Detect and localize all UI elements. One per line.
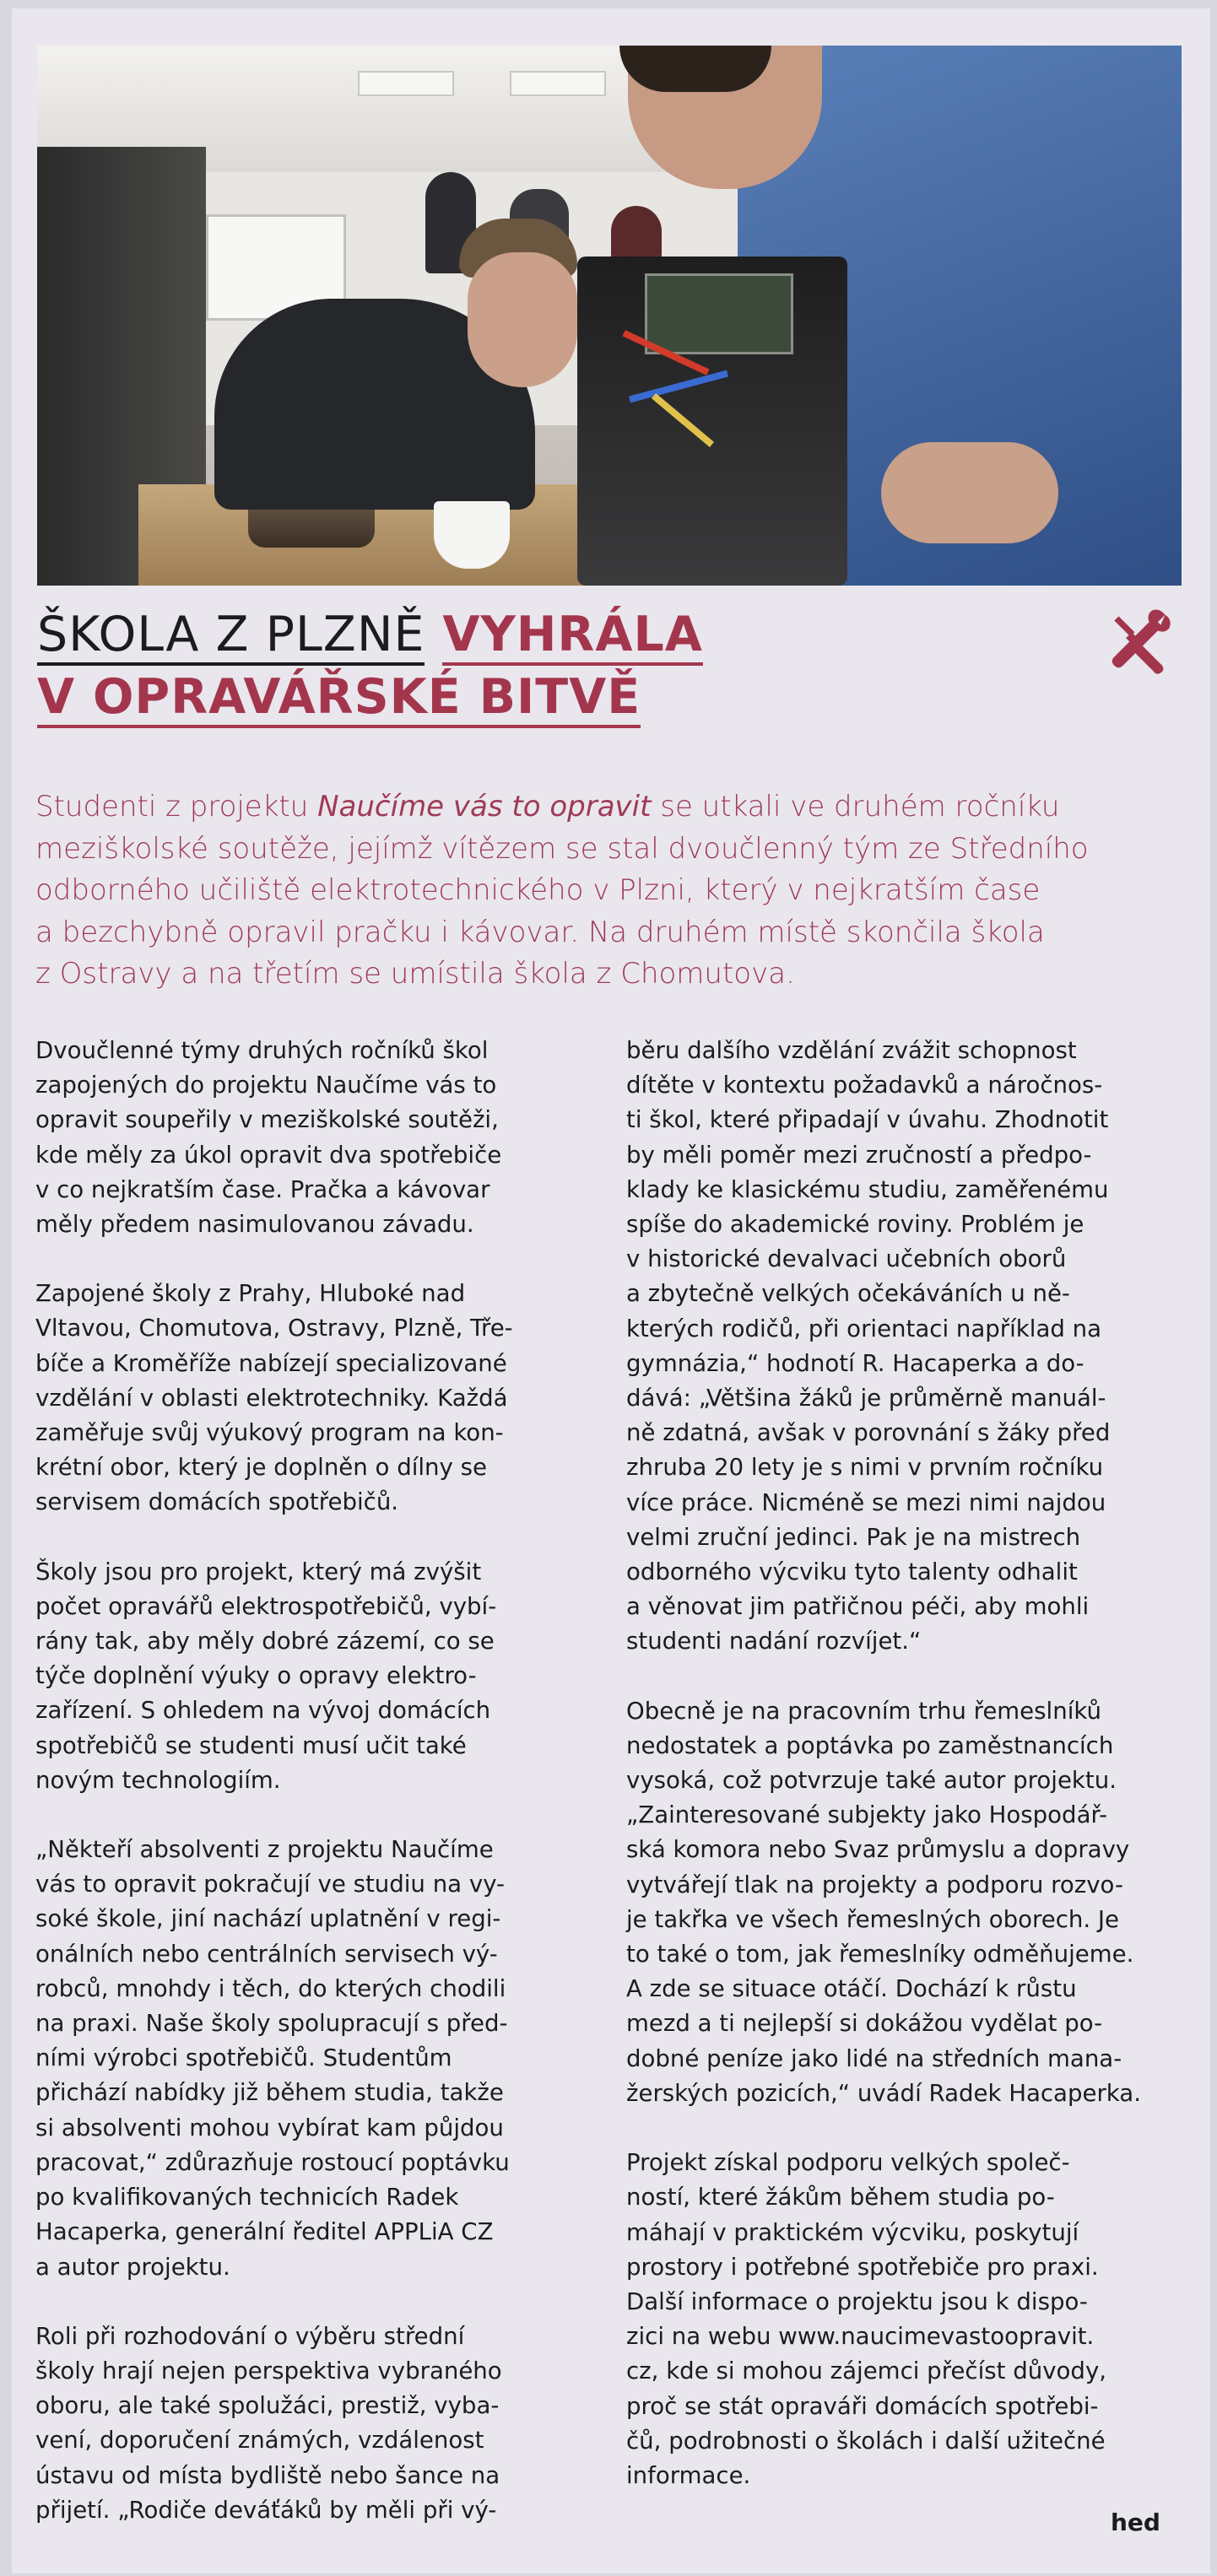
text-line: vysoká, což potvrzuje také autor projektu. xyxy=(626,1766,1117,1795)
text-line: týče doplnění výuky o opravy elektro- xyxy=(35,1661,477,1690)
lead-line: odborného učiliště elektrotechnického v Plzni, který v nejkratším čase xyxy=(35,873,1041,907)
text-line: si absolventi mohou vybírat kam půjdou xyxy=(35,2113,504,2141)
text-line: vení, doporučení známých, vzdálenost xyxy=(35,2426,484,2454)
text-line: kde měly za úkol opravit dva spotřebiče xyxy=(35,1140,502,1169)
text-line: studenti nadání rozvíjet.“ xyxy=(626,1627,922,1655)
text-line: kterých rodičů, při orientaci například na xyxy=(626,1314,1102,1342)
article-headline xyxy=(37,603,1075,728)
project-name: Naučíme vás to opravit xyxy=(317,790,652,824)
text-line: Projekt získal podporu velkých společ- xyxy=(626,2148,1070,2177)
text-line: dává: „Většina žáků je průměrně manuál- xyxy=(626,1384,1106,1412)
text-line: běru dalšího vzdělání zvážit schopnost xyxy=(626,1036,1077,1064)
paragraph xyxy=(35,1554,576,1797)
headline-red: VYHRÁLA xyxy=(442,607,703,666)
text-line: čů, podrobnosti o školách i další užitečné xyxy=(626,2426,1106,2454)
text-line: dítěte v kontextu požadavků a náročnos- xyxy=(626,1071,1103,1099)
text-line: Školy jsou pro projekt, který má zvýšit xyxy=(35,1557,482,1585)
text-line: klady ke klasickému studiu, zaměřenému xyxy=(626,1175,1109,1203)
paragraph xyxy=(626,1033,1166,1659)
text-line: žerských pozicích,“ uvádí Radek Hacaperka. xyxy=(626,2078,1141,2107)
paragraph xyxy=(626,2145,1166,2492)
text-line: cz, kde si mohou zájemci přečíst důvody, xyxy=(626,2357,1107,2385)
headline-red: V OPRAVÁŘSKÉ BITVĚ xyxy=(37,669,641,728)
text-line: A zde se situace otáčí. Dochází k růstu xyxy=(626,1974,1077,2003)
text-line: gymnázia,“ hodnotí R. Hacaperka a do- xyxy=(626,1348,1084,1377)
text-line: a věnovat jim patřičnou péči, aby mohli xyxy=(626,1592,1090,1621)
text-line: ními výrobci spotřebičů. Studentům xyxy=(35,2044,452,2072)
text-line: a zbytečně velkých očekáváních u ně- xyxy=(626,1279,1070,1308)
text-line: rány tak, aby měly dobré zázemí, co se xyxy=(35,1627,495,1655)
text-line: opravit soupeřily v meziškolské soutěži, xyxy=(35,1105,499,1134)
magazine-page xyxy=(12,8,1210,2573)
paragraph xyxy=(626,1693,1166,2110)
text-line: novým technologiím. xyxy=(35,1765,281,1794)
lead-paragraph xyxy=(35,786,1192,996)
lead-line: Studenti z projektu Naučíme vás to opravit se utkali ve druhém ročníku xyxy=(35,790,1060,824)
headline-line-2 xyxy=(37,666,1075,728)
white-cup xyxy=(434,501,510,569)
text-line: Roli při rozhodování o výběru střední xyxy=(35,2321,465,2350)
text-line: po kvalifikovaných technicích Radek xyxy=(35,2183,459,2211)
paragraph xyxy=(35,2319,576,2527)
text-line: zařízení. S ohledem na vývoj domácích xyxy=(35,1696,491,1725)
text-line: bíče a Kroměříže nabízejí specializované xyxy=(35,1348,507,1377)
paragraph xyxy=(35,1832,576,2284)
text-line: v co nejkratším čase. Pračka a kávovar xyxy=(35,1175,490,1203)
headline-line-1 xyxy=(37,603,1075,666)
text-line: „Zainteresované subjekty jako Hospodář- xyxy=(626,1801,1108,1829)
paragraph xyxy=(35,1033,576,1241)
text-line: onálních nebo centrálních servisech vý- xyxy=(35,1939,498,1968)
text-line: ti škol, které připadají v úvahu. Zhodnotit xyxy=(626,1105,1109,1134)
lead-line: a bezchybně opravil pračku i kávovar. Na druhém místě skončila škola xyxy=(35,915,1045,949)
text-line: by měli poměr mezi zručností a předpo- xyxy=(626,1140,1092,1169)
ceiling-lamp xyxy=(358,71,454,96)
text-line: přijetí. „Rodiče deváťáků by měli při vý- xyxy=(35,2495,497,2524)
student-face xyxy=(468,252,577,387)
text-line: školy hrají nejen perspektiva vybraného xyxy=(35,2356,502,2384)
text-line: zici na webu www.naucimevastoopravit. xyxy=(626,2322,1095,2351)
text-line: a autor projektu. xyxy=(35,2252,230,2281)
text-line: vzdělání v oblasti elektrotechniky. Každá xyxy=(35,1383,508,1412)
text-line: máhají v praktickém výcviku, poskytují xyxy=(626,2217,1079,2246)
text-line: odborného výcviku tyto talenty odhalit xyxy=(626,1558,1078,1586)
text-line: měly předem nasimulovanou závadu. xyxy=(35,1210,474,1239)
student-hair xyxy=(619,46,771,92)
text-line: robců, mnohdy i těch, do kterých chodili xyxy=(35,1974,506,2002)
text-line: Zapojené školy z Prahy, Hluboké nad xyxy=(35,1279,466,1308)
text-line: dobné peníze jako lidé na středních mana- xyxy=(626,2044,1122,2072)
lead-line: meziškolské soutěže, jejímž vítězem se stal dvoučlenný tým ze Středního xyxy=(35,831,1089,866)
text-line: vytvářejí tlak na projekty a podporu rozvo- xyxy=(626,1870,1123,1898)
text-line: Vltavou, Chomutova, Ostravy, Plzně, Tře- xyxy=(35,1314,513,1342)
text-line: velmi zruční jedinci. Pak je na mistrech xyxy=(626,1522,1081,1551)
text-line: přichází nabídky již během studia, takže xyxy=(35,2078,504,2107)
text-line: „Někteří absolventi z projektu Naučíme xyxy=(35,1835,494,1864)
text-line: v historické devalvaci učebních oborů xyxy=(626,1245,1067,1273)
text-line: mezd a ti nejlepší si dokážou vydělat po- xyxy=(626,2009,1103,2038)
text-line: proč se stát opraváři domácích spotřebi- xyxy=(626,2391,1099,2420)
text-line: ně zdatná, avšak v porovnání s žáky před xyxy=(626,1418,1111,1447)
author-signature: hed xyxy=(1111,2508,1160,2536)
article-photo xyxy=(37,46,1182,586)
text-line: zhruba 20 lety je s nimi v prvním ročníku xyxy=(626,1453,1104,1482)
text-line: Další informace o projektu jsou k dispo- xyxy=(626,2287,1088,2315)
wrench-screwdriver-icon xyxy=(1106,608,1178,680)
text-line: pracovat,“ zdůrazňuje rostoucí poptávku xyxy=(35,2147,510,2176)
text-line: ností, které žákům během studia po- xyxy=(626,2183,1055,2211)
text-line: vás to opravit pokračují ve studiu na vy- xyxy=(35,1870,505,1898)
text-line: ústavu od místa bydliště nebo šance na xyxy=(35,2460,500,2489)
text-line: ská komora nebo Svaz průmyslu a dopravy xyxy=(626,1835,1130,1864)
text-line: počet opravářů elektrospotřebičů, vybí- xyxy=(35,1591,497,1620)
text-line: zapojených do projektu Naučíme vás to xyxy=(35,1071,497,1099)
text-line: oboru, ale také spolužáci, prestiž, vyba- xyxy=(35,2391,500,2420)
headline-black: ŠKOLA Z PLZNĚ xyxy=(37,607,425,666)
body-column-left xyxy=(35,1033,576,2562)
text-line: krétní obor, který je doplněn o dílny se xyxy=(35,1453,487,1482)
text-line: více práce. Nicméně se mezi nimi najdou xyxy=(626,1488,1106,1516)
circuit-board xyxy=(645,273,793,354)
text-line: to také o tom, jak řemeslníky odměňujeme. xyxy=(626,1940,1134,1968)
text-line: Hacaperka, generální ředitel APPLiA CZ xyxy=(35,2217,494,2246)
student-hand xyxy=(881,442,1058,543)
text-line: Dvoučlenné týmy druhých ročníků škol xyxy=(35,1036,489,1064)
text-line: soké škole, jiní nachází uplatnění v regi- xyxy=(35,1904,501,1933)
paragraph xyxy=(35,1276,576,1519)
lead-line: z Ostravy a na třetím se umístila škola z Chomutova. xyxy=(35,957,795,991)
text-line: je takřka ve všech řemeslných oborech. Je xyxy=(626,1904,1120,1933)
text-line: servisem domácích spotřebičů. xyxy=(35,1488,399,1516)
text-line: informace. xyxy=(626,2460,751,2489)
text-line: na praxi. Naše školy spolupracují s před- xyxy=(35,2009,508,2038)
text-line: zaměřuje svůj výukový program na kon- xyxy=(35,1418,504,1447)
text-line: spíše do akademické roviny. Problém je xyxy=(626,1210,1084,1239)
text-line: nedostatek a poptávka po zaměstnancích xyxy=(626,1731,1114,1759)
ceiling-lamp xyxy=(510,71,606,96)
text-line: prostory i potřebné spotřebiče pro praxi. xyxy=(626,2252,1099,2281)
text-line: spotřebičů se studenti musí učit také xyxy=(35,1731,467,1759)
text-line: Obecně je na pracovním trhu řemeslníků xyxy=(626,1696,1101,1725)
body-column-right xyxy=(626,1033,1166,2527)
